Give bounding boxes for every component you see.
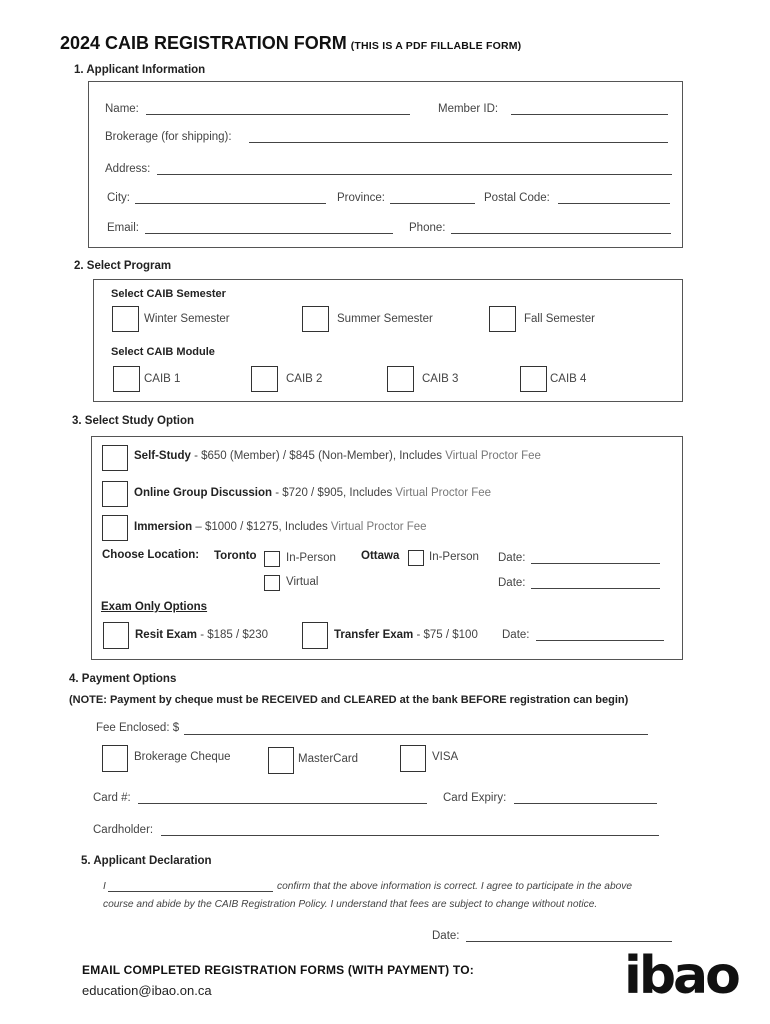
ottawa-label: Ottawa: [361, 550, 400, 562]
study-option-box: [91, 436, 683, 660]
brokerage-cheque-label: Brokerage Cheque: [134, 751, 231, 763]
contact-email[interactable]: education@ibao.on.ca: [82, 983, 212, 998]
postal-code-field[interactable]: [558, 203, 670, 204]
toronto-label: Toronto: [214, 550, 257, 562]
applicant-info-box: [88, 81, 683, 248]
visa-checkbox[interactable]: [400, 745, 426, 772]
section-5-heading: 5. Applicant Declaration: [81, 855, 212, 867]
choose-location-label: Choose Location:: [102, 549, 200, 561]
section-4-heading: 4. Payment Options: [69, 673, 177, 685]
transfer-exam-name: Transfer Exam: [334, 629, 414, 641]
title-text: 2024 CAIB REGISTRATION FORM: [60, 33, 347, 53]
self-study-label: [134, 450, 541, 462]
caib-4-checkbox[interactable]: [520, 366, 547, 392]
resit-exam-label: [135, 629, 268, 641]
phone-label: Phone:: [409, 222, 446, 234]
declaration-date-label: Date:: [432, 930, 460, 942]
ottawa-in-person-checkbox[interactable]: [408, 550, 424, 566]
declaration-date-field[interactable]: [466, 941, 672, 942]
online-group-label: [134, 487, 491, 499]
caib-2-label: CAIB 2: [286, 373, 323, 385]
caib-1-checkbox[interactable]: [113, 366, 140, 392]
caib-3-label: CAIB 3: [422, 373, 459, 385]
brokerage-field[interactable]: [249, 142, 668, 143]
transfer-exam-price: - $75 / $100: [413, 629, 478, 641]
transfer-exam-checkbox[interactable]: [302, 622, 328, 649]
self-study-checkbox[interactable]: [102, 445, 128, 471]
province-field[interactable]: [390, 203, 475, 204]
exam-only-heading: Exam Only Options: [101, 601, 208, 613]
page-title: [60, 33, 521, 54]
ottawa-in-person-label: In-Person: [429, 551, 479, 563]
visa-label: VISA: [432, 751, 459, 763]
section-2-heading: 2. Select Program: [74, 260, 172, 272]
location-date-field-1[interactable]: [531, 563, 660, 564]
immersion-name: Immersion: [134, 521, 193, 533]
declaration-line-2: course and abide by the CAIB Registration Policy. I understand that fees are subject to change without notice.: [103, 899, 598, 910]
summer-semester-checkbox[interactable]: [302, 306, 329, 332]
declaration-name-field[interactable]: [108, 891, 273, 892]
city-label: City:: [107, 192, 130, 204]
module-heading: Select CAIB Module: [111, 346, 215, 358]
payment-note: (NOTE: Payment by cheque must be RECEIVED and CLEARED at the bank BEFORE registration can begin): [69, 694, 629, 706]
cardholder-field[interactable]: [161, 835, 659, 836]
brokerage-label: Brokerage (for shipping):: [105, 131, 232, 143]
ibao-logo: ibao: [624, 946, 738, 1006]
toronto-virtual-checkbox[interactable]: [264, 575, 280, 591]
summer-semester-label: Summer Semester: [337, 313, 433, 325]
self-study-price: - $650 (Member) / $845 (Non-Member), Includes: [190, 450, 446, 462]
toronto-virtual-label: Virtual: [286, 576, 319, 588]
immersion-checkbox[interactable]: [102, 515, 128, 541]
postal-code-label: Postal Code:: [484, 192, 550, 204]
toronto-in-person-checkbox[interactable]: [264, 551, 280, 567]
online-group-name: Online Group Discussion: [134, 487, 273, 499]
caib-4-label: CAIB 4: [550, 373, 587, 385]
card-expiry-field[interactable]: [514, 803, 657, 804]
exam-date-label: Date:: [502, 629, 530, 641]
declaration-line-1: confirm that the above information is correct. I agree to participate in the above: [277, 881, 633, 892]
email-field[interactable]: [145, 233, 393, 234]
mastercard-checkbox[interactable]: [268, 747, 294, 774]
name-label: Name:: [105, 103, 139, 115]
email-instruction: EMAIL COMPLETED REGISTRATION FORMS (WITH PAYMENT) TO:: [82, 963, 474, 977]
semester-heading: Select CAIB Semester: [111, 288, 226, 300]
address-label: Address:: [105, 163, 151, 175]
location-date-field-2[interactable]: [531, 588, 660, 589]
city-field[interactable]: [135, 203, 326, 204]
address-field[interactable]: [157, 174, 672, 175]
card-number-label: Card #:: [93, 792, 131, 804]
caib-3-checkbox[interactable]: [387, 366, 414, 392]
immersion-fee: Virtual Proctor Fee: [330, 521, 427, 533]
member-id-field[interactable]: [511, 114, 668, 115]
section-3-heading: 3. Select Study Option: [72, 415, 195, 427]
location-date-label-2: Date:: [498, 577, 526, 589]
immersion-price: – $1000 / $1275, Includes: [192, 521, 331, 533]
resit-exam-checkbox[interactable]: [103, 622, 129, 649]
caib-1-label: CAIB 1: [144, 373, 181, 385]
location-date-label-1: Date:: [498, 552, 526, 564]
email-label: Email:: [107, 222, 139, 234]
section-1-heading: 1. Applicant Information: [74, 64, 206, 76]
winter-semester-checkbox[interactable]: [112, 306, 139, 332]
brokerage-cheque-checkbox[interactable]: [102, 745, 128, 772]
cardholder-label: Cardholder:: [93, 824, 154, 836]
title-note: (THIS IS A PDF FILLABLE FORM): [350, 40, 522, 52]
resit-exam-name: Resit Exam: [135, 629, 198, 641]
resit-exam-price: - $185 / $230: [197, 629, 268, 641]
name-field[interactable]: [146, 114, 410, 115]
online-group-fee: Virtual Proctor Fee: [395, 487, 492, 499]
toronto-in-person-label: In-Person: [286, 552, 336, 564]
winter-semester-label: Winter Semester: [144, 313, 230, 325]
card-expiry-label: Card Expiry:: [443, 792, 507, 804]
mastercard-label: MasterCard: [298, 753, 359, 765]
online-group-checkbox[interactable]: [102, 481, 128, 507]
phone-field[interactable]: [451, 233, 671, 234]
self-study-fee: Virtual Proctor Fee: [445, 450, 541, 462]
self-study-name: Self-Study: [134, 450, 191, 462]
caib-2-checkbox[interactable]: [251, 366, 278, 392]
province-label: Province:: [337, 192, 385, 204]
member-id-label: Member ID:: [438, 103, 499, 115]
card-number-field[interactable]: [138, 803, 427, 804]
fee-enclosed-label: Fee Enclosed: $: [96, 722, 180, 734]
declaration-i: I: [103, 881, 106, 892]
fall-semester-label: Fall Semester: [524, 313, 595, 325]
fall-semester-checkbox[interactable]: [489, 306, 516, 332]
online-group-price: - $720 / $905, Includes: [272, 487, 396, 499]
transfer-exam-label: [334, 629, 478, 641]
immersion-label: [134, 521, 427, 533]
exam-date-field[interactable]: [536, 640, 664, 641]
fee-enclosed-field[interactable]: [184, 734, 648, 735]
